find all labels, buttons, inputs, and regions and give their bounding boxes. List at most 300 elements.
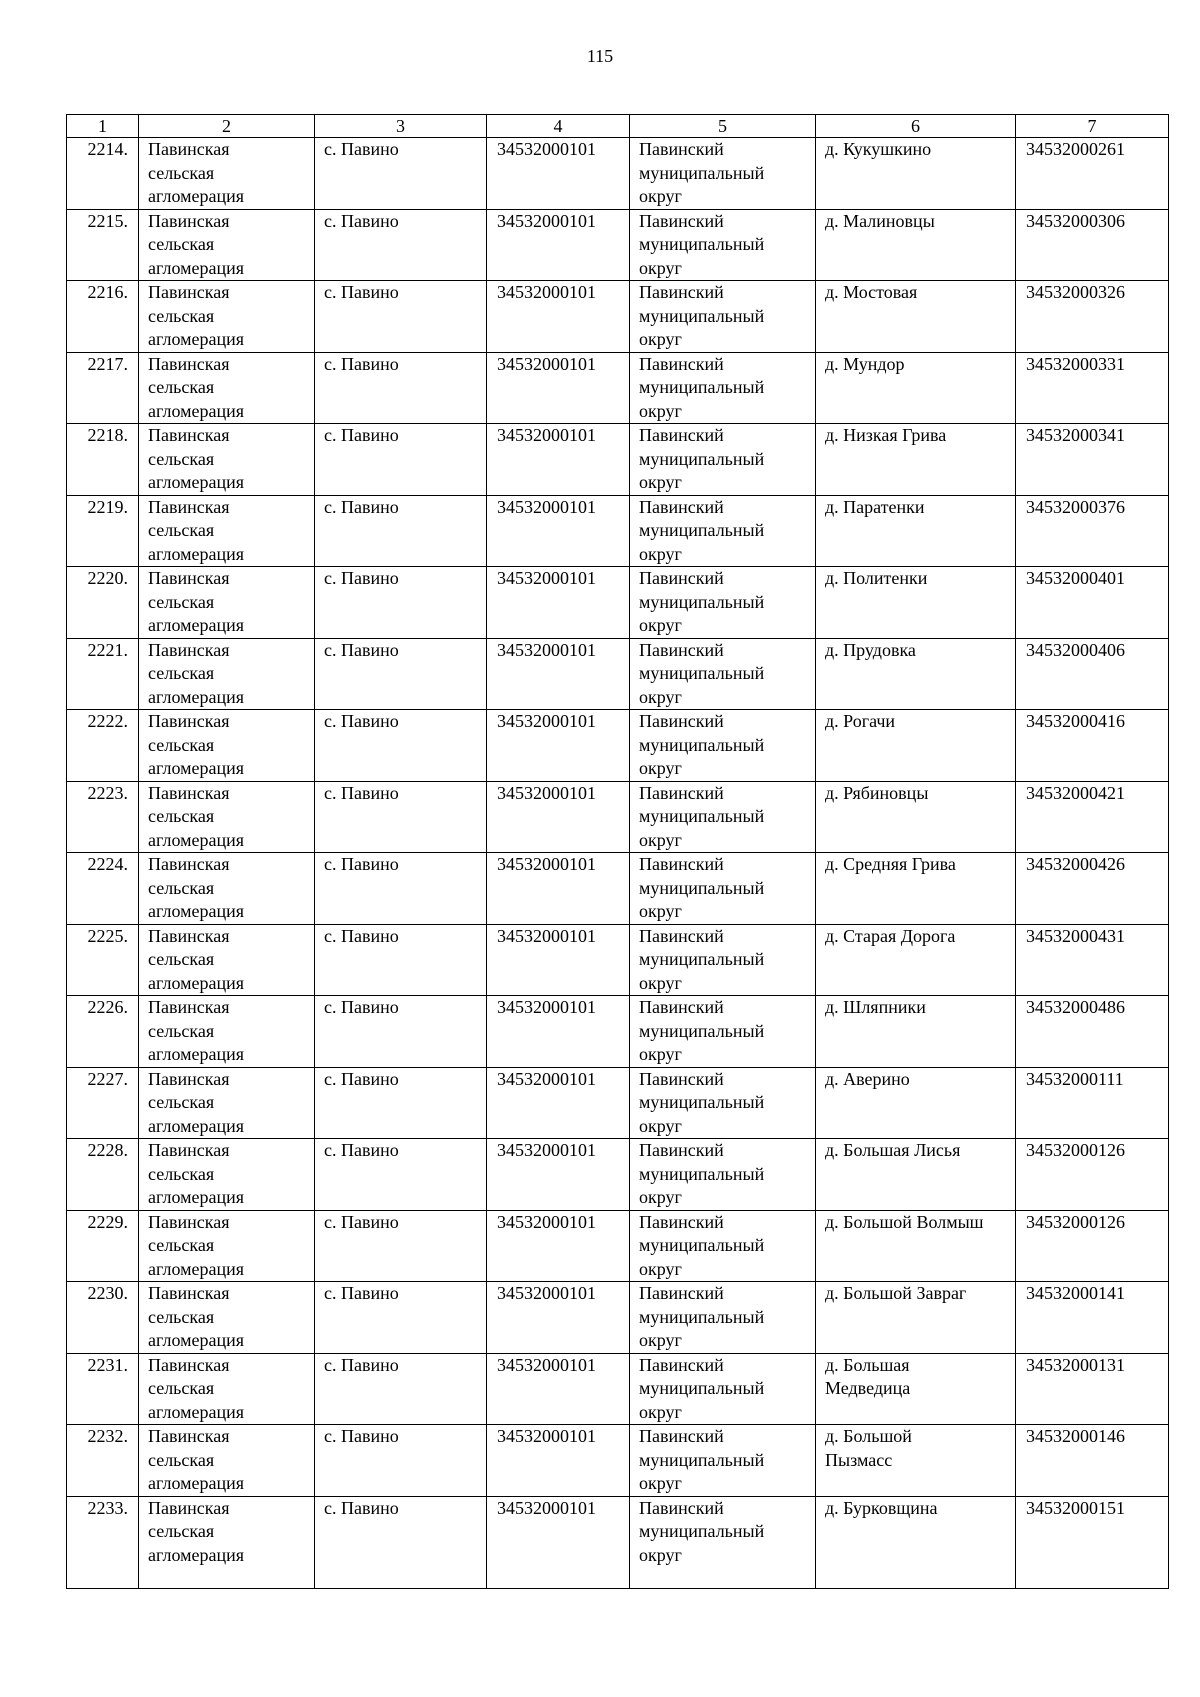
agglomeration-name-text: Павинская сельская агломерация [148,782,245,850]
agglomeration-name-text: Павинская сельская агломерация [148,1140,245,1207]
agglomeration-name-text: Павинская сельская агломерация [148,1426,245,1493]
municipal-district-text: Павинский муниципальный округ [639,1068,765,1136]
center-oktmo-code-text: 34532000101 [497,711,596,731]
table-row [67,1496,1169,1588]
cell-settlement-oktmo-code [1016,424,1169,496]
cell-settlement-name [816,138,1016,210]
cell-settlement-oktmo-code [1016,1067,1169,1139]
row-number-text: 2224. [87,854,128,874]
cell-settlement-name [816,924,1016,996]
municipal-district-text: Павинский муниципальный округ [639,782,765,850]
center-settlement-text: с. Павино [324,210,399,231]
center-oktmo-code-text: 34532000101 [497,997,596,1017]
cell-row-number [67,138,139,210]
cell-settlement-oktmo-code [1016,1210,1169,1282]
row-number-text: 2229. [87,1211,128,1232]
cell-center-settlement [315,424,487,496]
cell-settlement-name [816,281,1016,353]
cell-agglomeration-name [139,781,315,853]
cell-agglomeration-name [139,138,315,210]
cell-agglomeration-name [139,281,315,353]
agglomeration-name-text: Павинская сельская агломерация [148,1068,245,1136]
cell-agglomeration-name [139,1139,315,1211]
settlement-oktmo-code-text: 34532000141 [1026,1283,1125,1303]
row-number-text: 2220. [87,568,128,588]
municipal-district-text: Павинский муниципальный округ [639,353,765,421]
cell-center-settlement [315,924,487,996]
cell-agglomeration-name [139,996,315,1068]
cell-settlement-name [816,710,1016,782]
municipal-district-text: Павинский муниципальный округ [639,1211,765,1279]
cell-center-settlement [315,352,487,424]
settlement-oktmo-code-text: 34532000126 [1026,1140,1125,1160]
agglomeration-name-text: Павинская сельская агломерация [148,854,245,921]
center-settlement-text: с. Павино [324,639,399,660]
cell-settlement-oktmo-code [1016,567,1169,639]
settlement-name-text: д. Рогачи [825,711,896,731]
agglomeration-name-text: Павинская сельская агломерация [148,925,245,993]
row-number-text: 2215. [87,210,128,231]
center-settlement-text: с. Павино [324,997,399,1017]
cell-row-number [67,1425,139,1497]
settlement-name-text: д. Средняя Грива [825,854,956,874]
cell-row-number [67,352,139,424]
municipal-district-text: Павинский муниципальный округ [639,425,765,492]
row-number-text: 2222. [87,711,128,731]
agglomeration-name-text: Павинская сельская агломерация [148,496,245,564]
center-oktmo-code-text: 34532000101 [497,925,596,946]
cell-agglomeration-name [139,209,315,281]
settlement-oktmo-code-text: 34532000401 [1026,568,1125,588]
municipal-district-text: Павинский муниципальный округ [639,854,765,921]
center-settlement-text: с. Павино [324,139,399,159]
cell-center-oktmo-code [487,1496,630,1588]
agglomeration-name-text: Павинская сельская агломерация [148,711,245,778]
cell-row-number [67,1496,139,1588]
settlement-name-text: д. Большая Медведица [825,1354,911,1398]
table-row [67,138,1169,210]
settlement-oktmo-code-text: 34532000331 [1026,353,1125,374]
cell-municipal-district [630,1210,816,1282]
cell-row-number [67,567,139,639]
cell-settlement-oktmo-code [1016,281,1169,353]
agglomeration-name-text: Павинская сельская агломерация [148,1497,245,1565]
cell-municipal-district [630,424,816,496]
cell-settlement-name [816,1139,1016,1211]
cell-row-number [67,853,139,925]
cell-center-settlement [315,209,487,281]
settlement-oktmo-code-text: 34532000131 [1026,1354,1125,1375]
cell-center-oktmo-code [487,996,630,1068]
center-settlement-text: с. Павино [324,925,399,946]
cell-settlement-oktmo-code [1016,1496,1169,1588]
settlement-name-text: д. Бурковщина [825,1497,938,1518]
table-row [67,1210,1169,1282]
center-settlement-text: с. Павино [324,1426,399,1446]
center-settlement-text: с. Павино [324,568,399,588]
cell-center-settlement [315,1425,487,1497]
column-header-1: 1 [67,115,139,138]
center-oktmo-code-text: 34532000101 [497,1497,596,1518]
cell-center-oktmo-code [487,209,630,281]
cell-settlement-name [816,781,1016,853]
agglomeration-name-text: Павинская сельская агломерация [148,997,245,1064]
cell-row-number [67,495,139,567]
settlement-oktmo-code-text: 34532000146 [1026,1426,1125,1446]
settlement-oktmo-code-text: 34532000416 [1026,711,1125,731]
table-header [67,115,1169,138]
cell-agglomeration-name [139,495,315,567]
table-row [67,209,1169,281]
cell-center-settlement [315,1067,487,1139]
cell-settlement-oktmo-code [1016,1425,1169,1497]
settlement-oktmo-code-text: 34532000406 [1026,639,1125,660]
table-row [67,281,1169,353]
cell-agglomeration-name [139,710,315,782]
settlement-name-text: д. Аверино [825,1068,910,1089]
settlement-oktmo-code-text: 34532000341 [1026,425,1125,445]
cell-settlement-oktmo-code [1016,138,1169,210]
table-row [67,495,1169,567]
settlement-oktmo-code-text: 34532000111 [1026,1068,1124,1089]
cell-settlement-oktmo-code [1016,1353,1169,1425]
settlement-name-text: д. Большая Лисья [825,1140,961,1160]
settlement-oktmo-code-text: 34532000151 [1026,1497,1125,1518]
cell-center-settlement [315,495,487,567]
settlement-oktmo-code-text: 34532000306 [1026,210,1125,231]
municipal-district-text: Павинский муниципальный округ [639,711,765,778]
municipal-district-text: Павинский муниципальный округ [639,568,765,635]
agglomeration-name-text: Павинская сельская агломерация [148,1354,245,1422]
center-settlement-text: с. Павино [324,1354,399,1375]
cell-center-settlement [315,1353,487,1425]
cell-agglomeration-name [139,1496,315,1588]
center-settlement-text: с. Павино [324,1068,399,1089]
cell-center-oktmo-code [487,924,630,996]
row-number-text: 2231. [87,1354,128,1375]
center-settlement-text: с. Павино [324,1211,399,1232]
center-settlement-text: с. Павино [324,854,399,874]
cell-settlement-name [816,1353,1016,1425]
cell-settlement-name [816,1496,1016,1588]
settlement-oktmo-code-text: 34532000326 [1026,282,1125,302]
settlement-name-text: д. Старая Дорога [825,925,956,946]
cell-center-settlement [315,281,487,353]
cell-settlement-name [816,1067,1016,1139]
cell-settlement-name [816,424,1016,496]
cell-row-number [67,1210,139,1282]
center-oktmo-code-text: 34532000101 [497,139,596,159]
settlement-name-text: д. Шляпники [825,997,926,1017]
table-row [67,1282,1169,1354]
municipal-district-text: Павинский муниципальный округ [639,639,765,707]
row-number-text: 2232. [87,1426,128,1446]
row-number-text: 2218. [87,425,128,445]
cell-center-oktmo-code [487,781,630,853]
cell-municipal-district [630,1353,816,1425]
center-settlement-text: с. Павино [324,1140,399,1160]
cell-settlement-oktmo-code [1016,1282,1169,1354]
municipal-district-text: Павинский муниципальный округ [639,1426,765,1493]
center-settlement-text: с. Павино [324,282,399,302]
center-oktmo-code-text: 34532000101 [497,210,596,231]
center-oktmo-code-text: 34532000101 [497,854,596,874]
cell-center-settlement [315,567,487,639]
settlement-oktmo-code-text: 34532000431 [1026,925,1125,946]
cell-row-number [67,209,139,281]
cell-agglomeration-name [139,567,315,639]
agglomeration-name-text: Павинская сельская агломерация [148,1211,245,1279]
row-number-text: 2219. [87,496,128,517]
settlement-name-text: д. Мундор [825,353,905,374]
settlement-name-text: д. Политенки [825,568,928,588]
page-number: 115 [586,46,614,66]
table-row [67,710,1169,782]
settlement-oktmo-code-text: 34532000261 [1026,139,1125,159]
cell-row-number [67,781,139,853]
cell-center-oktmo-code [487,138,630,210]
row-number-text: 2225. [87,925,128,946]
center-oktmo-code-text: 34532000101 [497,1140,596,1160]
settlement-oktmo-code-text: 34532000426 [1026,854,1125,874]
settlement-oktmo-code-text: 34532000421 [1026,782,1125,803]
cell-agglomeration-name [139,1282,315,1354]
cell-center-oktmo-code [487,638,630,710]
column-header-3: 3 [315,115,487,138]
table-row [67,853,1169,925]
settlement-name-text: д. Прудовка [825,639,916,660]
cell-municipal-district [630,853,816,925]
cell-center-oktmo-code [487,1139,630,1211]
row-number-text: 2221. [87,639,128,660]
center-oktmo-code-text: 34532000101 [497,568,596,588]
cell-municipal-district [630,710,816,782]
municipal-district-text: Павинский муниципальный округ [639,1283,765,1350]
settlement-name-text: д. Большой Пызмасс [825,1426,912,1470]
municipal-district-text: Павинский муниципальный округ [639,210,765,278]
cell-center-oktmo-code [487,495,630,567]
cell-settlement-name [816,1282,1016,1354]
cell-settlement-oktmo-code [1016,209,1169,281]
cell-agglomeration-name [139,853,315,925]
cell-settlement-name [816,495,1016,567]
agglomeration-name-text: Павинская сельская агломерация [148,139,245,206]
cell-center-settlement [315,996,487,1068]
settlement-oktmo-code-text: 34532000126 [1026,1211,1125,1232]
column-header-2: 2 [139,115,315,138]
cell-center-settlement [315,781,487,853]
table-row [67,1067,1169,1139]
cell-agglomeration-name [139,352,315,424]
row-number-text: 2233. [87,1497,128,1518]
cell-center-settlement [315,138,487,210]
settlement-name-text: д. Мостовая [825,282,918,302]
center-settlement-text: с. Павино [324,353,399,374]
settlement-name-text: д. Большой Завраг [825,1283,967,1303]
cell-center-oktmo-code [487,352,630,424]
table-body [67,138,1169,1589]
settlement-oktmo-code-text: 34532000376 [1026,496,1125,517]
row-number-text: 2228. [87,1140,128,1160]
municipal-district-text: Павинский муниципальный округ [639,1140,765,1207]
center-oktmo-code-text: 34532000101 [497,1354,596,1375]
cell-settlement-oktmo-code [1016,710,1169,782]
header-row [67,115,1169,138]
cell-settlement-name [816,352,1016,424]
cell-agglomeration-name [139,1425,315,1497]
cell-settlement-oktmo-code [1016,853,1169,925]
cell-center-oktmo-code [487,1210,630,1282]
center-settlement-text: с. Павино [324,496,399,517]
agglomeration-name-text: Павинская сельская агломерация [148,282,245,349]
cell-row-number [67,996,139,1068]
center-settlement-text: с. Павино [324,711,399,731]
row-number-text: 2223. [87,782,128,803]
center-oktmo-code-text: 34532000101 [497,782,596,803]
row-number-text: 2214. [87,139,128,159]
center-oktmo-code-text: 34532000101 [497,496,596,517]
cell-center-settlement [315,853,487,925]
center-oktmo-code-text: 34532000101 [497,353,596,374]
agglomeration-name-text: Павинская сельская агломерация [148,353,245,421]
municipal-district-text: Павинский муниципальный округ [639,1354,765,1422]
table-row [67,1425,1169,1497]
cell-agglomeration-name [139,1210,315,1282]
center-settlement-text: с. Павино [324,425,399,445]
table-row [67,781,1169,853]
cell-settlement-oktmo-code [1016,781,1169,853]
cell-center-settlement [315,1282,487,1354]
row-number-text: 2230. [87,1283,128,1303]
cell-municipal-district [630,1425,816,1497]
center-oktmo-code-text: 34532000101 [497,1068,596,1089]
table-row [67,1353,1169,1425]
column-header-7: 7 [1016,115,1169,138]
table-row [67,567,1169,639]
center-oktmo-code-text: 34532000101 [497,425,596,445]
column-header-4: 4 [487,115,630,138]
settlement-oktmo-code-text: 34532000486 [1026,997,1125,1017]
cell-agglomeration-name [139,1353,315,1425]
cell-municipal-district [630,781,816,853]
row-number-text: 2227. [87,1068,128,1089]
cell-municipal-district [630,1067,816,1139]
cell-settlement-oktmo-code [1016,352,1169,424]
cell-settlement-oktmo-code [1016,495,1169,567]
cell-agglomeration-name [139,1067,315,1139]
row-number-text: 2217. [87,353,128,374]
agglomeration-name-text: Павинская сельская агломерация [148,425,245,492]
table-row [67,638,1169,710]
cell-settlement-oktmo-code [1016,996,1169,1068]
cell-row-number [67,924,139,996]
settlement-name-text: д. Малиновцы [825,210,935,231]
cell-municipal-district [630,924,816,996]
cell-center-oktmo-code [487,1353,630,1425]
municipal-district-text: Павинский муниципальный округ [639,282,765,349]
cell-settlement-oktmo-code [1016,638,1169,710]
cell-center-oktmo-code [487,1282,630,1354]
cell-row-number [67,1282,139,1354]
cell-municipal-district [630,567,816,639]
cell-municipal-district [630,996,816,1068]
center-oktmo-code-text: 34532000101 [497,282,596,302]
cell-municipal-district [630,638,816,710]
cell-center-settlement [315,1210,487,1282]
agglomeration-name-text: Павинская сельская агломерация [148,639,245,707]
center-oktmo-code-text: 34532000101 [497,1211,596,1232]
settlement-name-text: д. Большой Волмыш [825,1211,984,1232]
cell-row-number [67,638,139,710]
cell-agglomeration-name [139,424,315,496]
cell-municipal-district [630,1282,816,1354]
cell-settlement-oktmo-code [1016,1139,1169,1211]
center-oktmo-code-text: 34532000101 [497,1426,596,1446]
cell-settlement-name [816,567,1016,639]
center-settlement-text: с. Павино [324,1497,399,1518]
cell-center-oktmo-code [487,1425,630,1497]
settlement-name-text: д. Паратенки [825,496,925,517]
cell-row-number [67,424,139,496]
cell-center-settlement [315,638,487,710]
center-settlement-text: с. Павино [324,782,399,803]
municipal-district-text: Павинский муниципальный округ [639,139,765,206]
cell-municipal-district [630,281,816,353]
municipal-district-text: Павинский муниципальный округ [639,997,765,1064]
cell-center-oktmo-code [487,710,630,782]
cell-agglomeration-name [139,638,315,710]
cell-row-number [67,710,139,782]
row-number-text: 2226. [87,997,128,1017]
settlement-name-text: д. Кукушкино [825,139,932,159]
municipal-district-text: Павинский муниципальный округ [639,1497,765,1565]
column-header-6: 6 [816,115,1016,138]
cell-center-settlement [315,1496,487,1588]
cell-settlement-name [816,1210,1016,1282]
cell-settlement-name [816,209,1016,281]
cell-row-number [67,1139,139,1211]
cell-municipal-district [630,209,816,281]
cell-center-settlement [315,1139,487,1211]
cell-center-oktmo-code [487,853,630,925]
cell-municipal-district [630,352,816,424]
column-header-5: 5 [630,115,816,138]
cell-settlement-name [816,1425,1016,1497]
table-row [67,352,1169,424]
cell-settlement-name [816,638,1016,710]
cell-center-oktmo-code [487,281,630,353]
table-row [67,996,1169,1068]
center-settlement-text: с. Павино [324,1283,399,1303]
cell-municipal-district [630,1139,816,1211]
cell-municipal-district [630,138,816,210]
row-number-text: 2216. [87,282,128,302]
cell-settlement-name [816,996,1016,1068]
municipal-district-text: Павинский муниципальный округ [639,925,765,993]
agglomeration-name-text: Павинская сельская агломерация [148,1283,245,1350]
settlements-table [66,114,1169,1589]
table-row [67,924,1169,996]
cell-municipal-district [630,1496,816,1588]
municipal-district-text: Павинский муниципальный округ [639,496,765,564]
settlement-name-text: д. Низкая Грива [825,425,947,445]
cell-row-number [67,1353,139,1425]
cell-center-oktmo-code [487,567,630,639]
center-oktmo-code-text: 34532000101 [497,1283,596,1303]
cell-center-settlement [315,710,487,782]
cell-agglomeration-name [139,924,315,996]
cell-row-number [67,1067,139,1139]
